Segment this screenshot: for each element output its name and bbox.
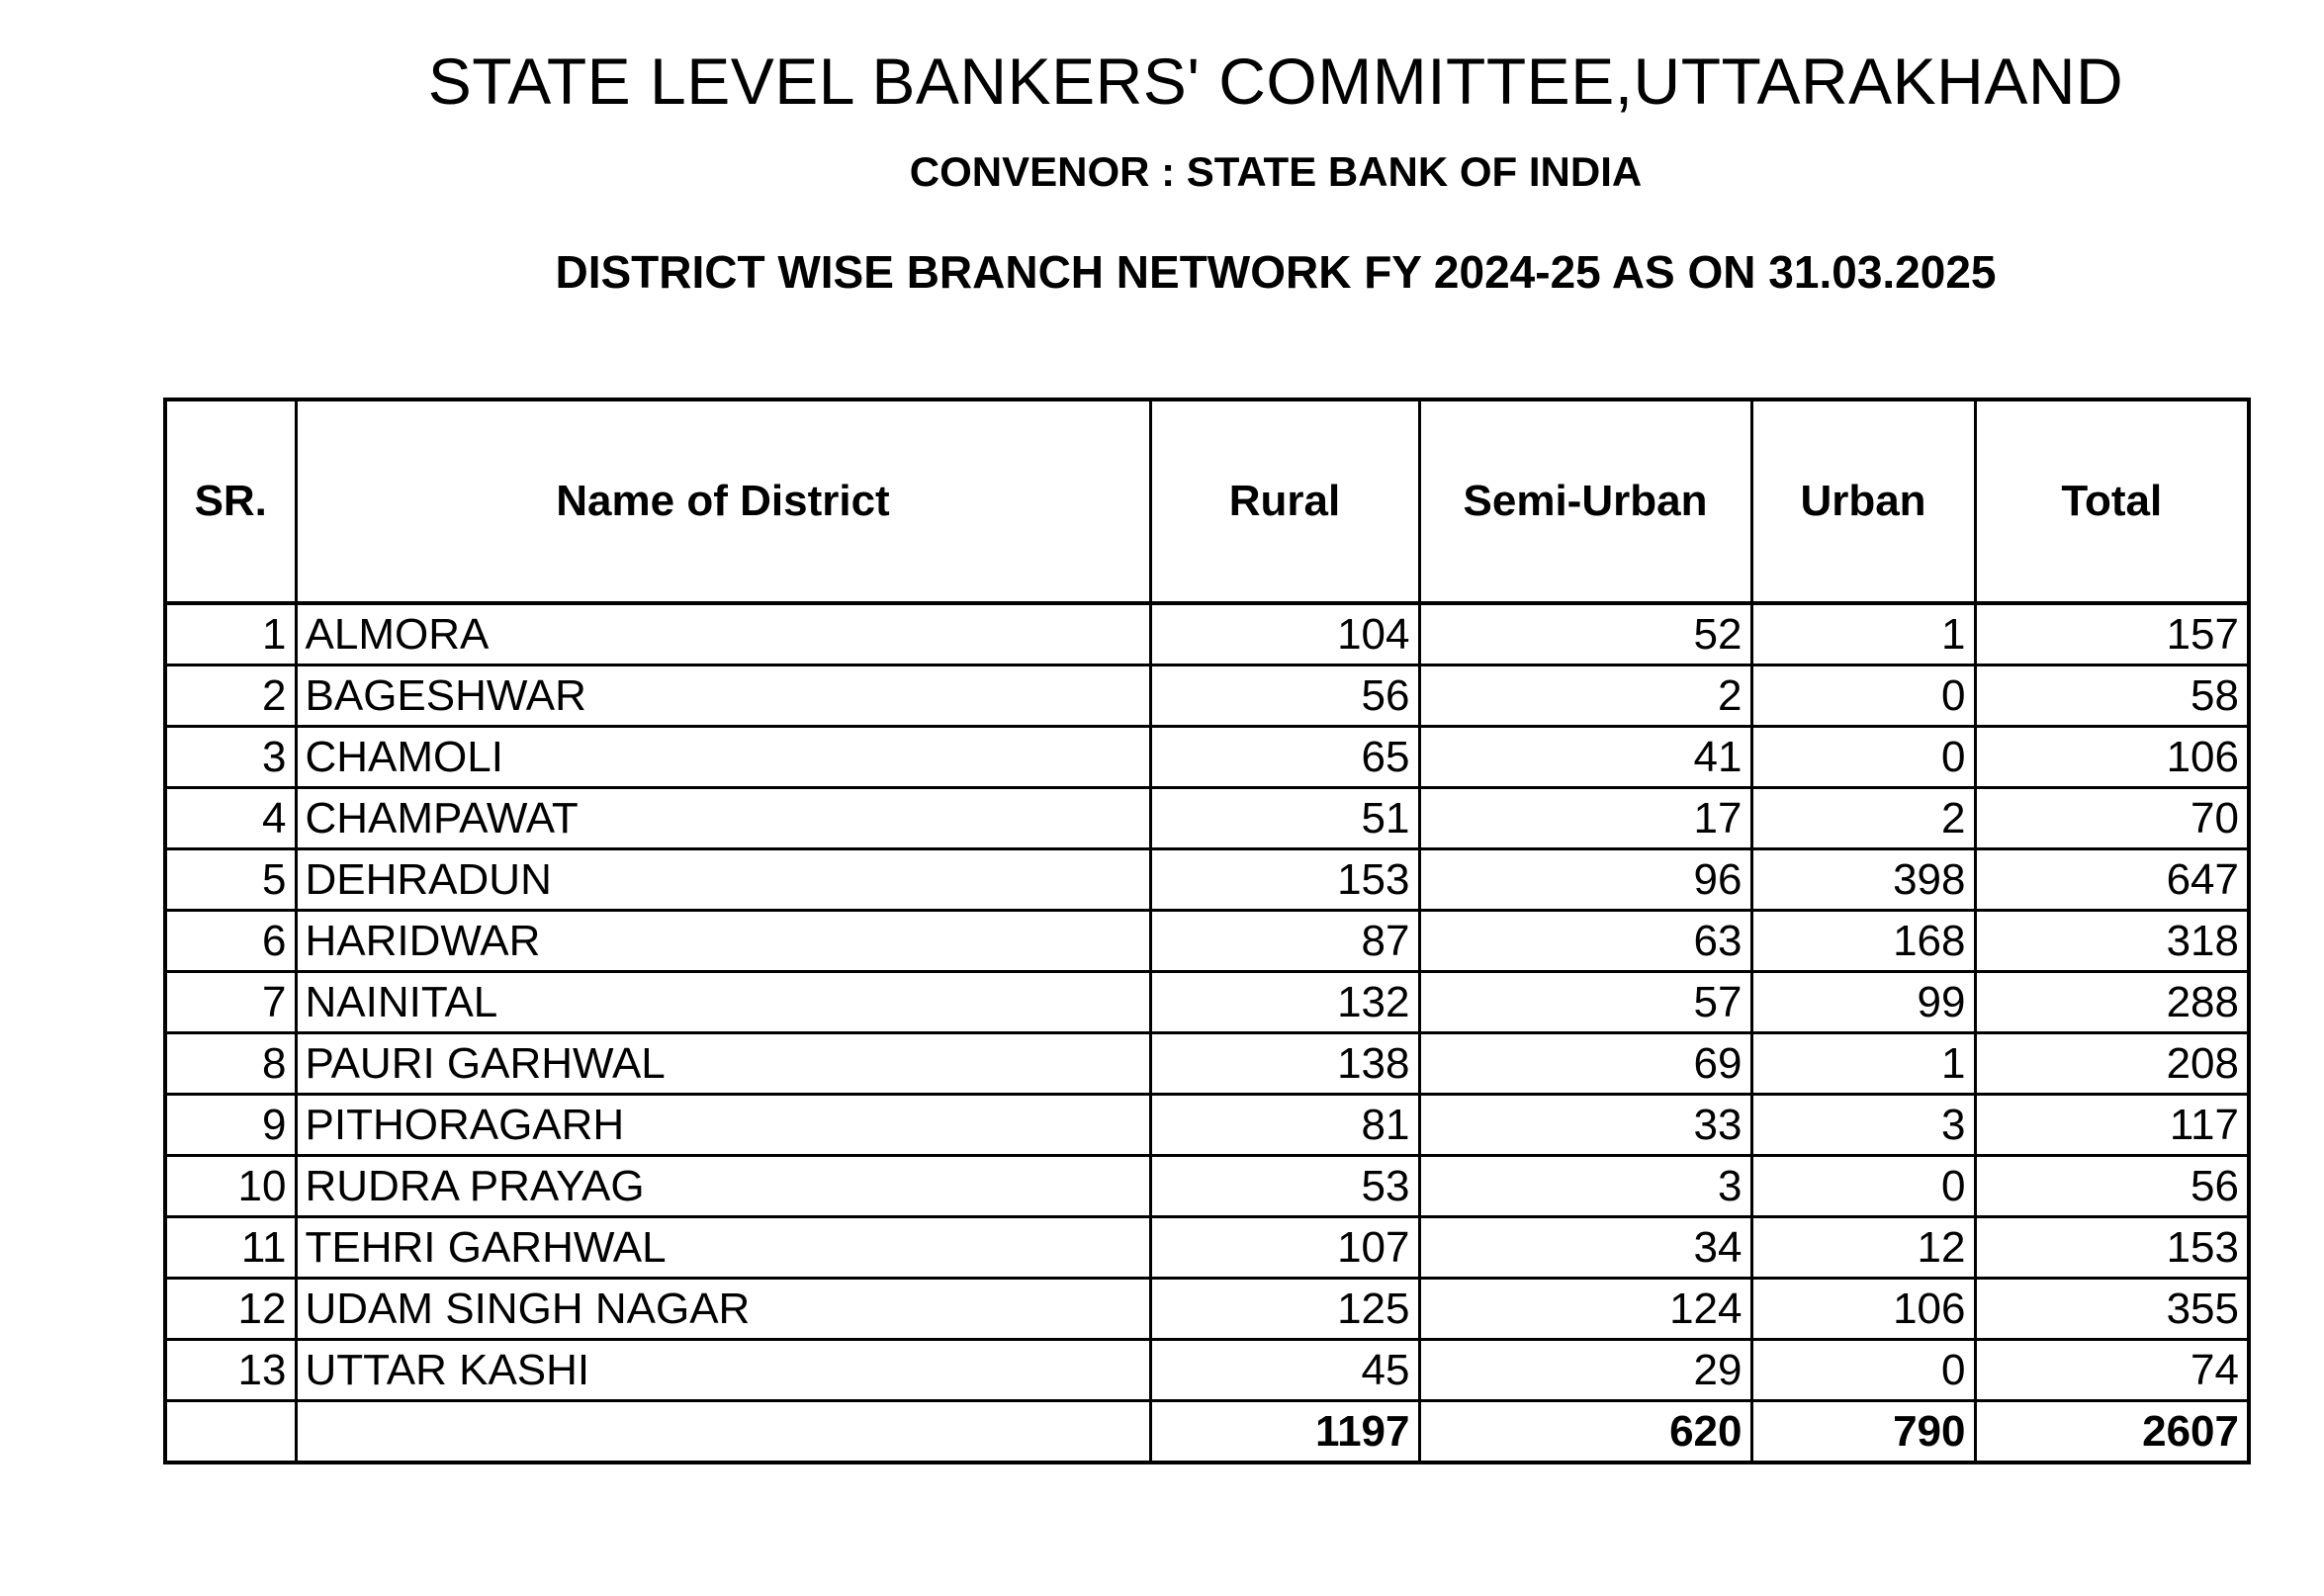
cell-rural: 138 xyxy=(1150,1033,1419,1095)
table-row xyxy=(165,1279,2249,1340)
cell-rural: 125 xyxy=(1150,1279,1419,1340)
cell-total: 70 xyxy=(1975,788,2249,849)
cell-urban: 2 xyxy=(1751,788,1975,849)
cell-sr: 3 xyxy=(165,727,296,788)
cell-semi-urban: 124 xyxy=(1419,1279,1751,1340)
column-header-urban: Urban xyxy=(1751,399,1975,603)
cell-total: 153 xyxy=(1975,1217,2249,1279)
cell-urban: 12 xyxy=(1751,1217,1975,1279)
totals-rural: 1197 xyxy=(1150,1401,1419,1463)
table-row xyxy=(165,1095,2249,1156)
cell-district: DEHRADUN xyxy=(296,849,1150,911)
cell-semi-urban: 2 xyxy=(1419,665,1751,727)
cell-semi-urban: 52 xyxy=(1419,603,1751,665)
cell-district: NAINITAL xyxy=(296,972,1150,1033)
cell-district: UDAM SINGH NAGAR xyxy=(296,1279,1150,1340)
table-row xyxy=(165,1156,2249,1217)
cell-total: 288 xyxy=(1975,972,2249,1033)
cell-urban: 398 xyxy=(1751,849,1975,911)
cell-urban: 0 xyxy=(1751,1340,1975,1401)
table-row xyxy=(165,911,2249,972)
cell-rural: 107 xyxy=(1150,1217,1419,1279)
column-header-total: Total xyxy=(1975,399,2249,603)
totals-district xyxy=(296,1401,1150,1463)
cell-sr: 6 xyxy=(165,911,296,972)
table-row xyxy=(165,849,2249,911)
cell-total: 74 xyxy=(1975,1340,2249,1401)
cell-rural: 65 xyxy=(1150,727,1419,788)
header-row xyxy=(165,399,2249,603)
cell-sr: 11 xyxy=(165,1217,296,1279)
cell-semi-urban: 33 xyxy=(1419,1095,1751,1156)
cell-district: CHAMOLI xyxy=(296,727,1150,788)
cell-total: 157 xyxy=(1975,603,2249,665)
report-title: DISTRICT WISE BRANCH NETWORK FY 2024-25 AS ON 31.03.2025 xyxy=(555,246,1997,298)
cell-district: CHAMPAWAT xyxy=(296,788,1150,849)
cell-district: PAURI GARHWAL xyxy=(296,1033,1150,1095)
document-title: STATE LEVEL BANKERS' COMMITTEE,UTTARAKHAND xyxy=(427,44,2124,118)
cell-sr: 2 xyxy=(165,665,296,727)
column-header-district: Name of District xyxy=(296,399,1150,603)
table-header xyxy=(165,399,2249,603)
cell-district: PITHORAGARH xyxy=(296,1095,1150,1156)
table-body xyxy=(165,603,2249,1463)
totals-urban: 790 xyxy=(1751,1401,1975,1463)
cell-urban: 0 xyxy=(1751,1156,1975,1217)
cell-district: TEHRI GARHWAL xyxy=(296,1217,1150,1279)
cell-urban: 168 xyxy=(1751,911,1975,972)
cell-total: 647 xyxy=(1975,849,2249,911)
totals-semi-urban: 620 xyxy=(1419,1401,1751,1463)
cell-semi-urban: 69 xyxy=(1419,1033,1751,1095)
totals-total: 2607 xyxy=(1975,1401,2249,1463)
cell-sr: 4 xyxy=(165,788,296,849)
cell-urban: 3 xyxy=(1751,1095,1975,1156)
cell-sr: 8 xyxy=(165,1033,296,1095)
cell-total: 56 xyxy=(1975,1156,2249,1217)
cell-total: 208 xyxy=(1975,1033,2249,1095)
cell-rural: 81 xyxy=(1150,1095,1419,1156)
cell-total: 106 xyxy=(1975,727,2249,788)
cell-district: RUDRA PRAYAG xyxy=(296,1156,1150,1217)
cell-rural: 51 xyxy=(1150,788,1419,849)
cell-district: HARIDWAR xyxy=(296,911,1150,972)
cell-rural: 104 xyxy=(1150,603,1419,665)
table-row xyxy=(165,788,2249,849)
cell-urban: 99 xyxy=(1751,972,1975,1033)
cell-semi-urban: 96 xyxy=(1419,849,1751,911)
column-header-semi-urban: Semi-Urban xyxy=(1419,399,1751,603)
cell-sr: 7 xyxy=(165,972,296,1033)
branch-network-table xyxy=(163,398,2251,1464)
table-row xyxy=(165,972,2249,1033)
cell-semi-urban: 29 xyxy=(1419,1340,1751,1401)
cell-urban: 0 xyxy=(1751,665,1975,727)
cell-semi-urban: 57 xyxy=(1419,972,1751,1033)
totals-row xyxy=(165,1401,2249,1463)
cell-urban: 0 xyxy=(1751,727,1975,788)
cell-district: UTTAR KASHI xyxy=(296,1340,1150,1401)
table-row xyxy=(165,665,2249,727)
table-row xyxy=(165,1340,2249,1401)
cell-total: 355 xyxy=(1975,1279,2249,1340)
column-header-sr: SR. xyxy=(165,399,296,603)
cell-rural: 53 xyxy=(1150,1156,1419,1217)
cell-rural: 132 xyxy=(1150,972,1419,1033)
cell-urban: 1 xyxy=(1751,1033,1975,1095)
cell-urban: 1 xyxy=(1751,603,1975,665)
cell-rural: 56 xyxy=(1150,665,1419,727)
cell-sr: 5 xyxy=(165,849,296,911)
cell-semi-urban: 41 xyxy=(1419,727,1751,788)
table-row xyxy=(165,1033,2249,1095)
cell-total: 58 xyxy=(1975,665,2249,727)
cell-sr: 12 xyxy=(165,1279,296,1340)
table-row xyxy=(165,1217,2249,1279)
totals-sr xyxy=(165,1401,296,1463)
cell-sr: 10 xyxy=(165,1156,296,1217)
cell-semi-urban: 63 xyxy=(1419,911,1751,972)
cell-rural: 153 xyxy=(1150,849,1419,911)
cell-total: 318 xyxy=(1975,911,2249,972)
cell-urban: 106 xyxy=(1751,1279,1975,1340)
cell-sr: 13 xyxy=(165,1340,296,1401)
cell-sr: 9 xyxy=(165,1095,296,1156)
cell-total: 117 xyxy=(1975,1095,2249,1156)
cell-semi-urban: 17 xyxy=(1419,788,1751,849)
cell-semi-urban: 3 xyxy=(1419,1156,1751,1217)
cell-semi-urban: 34 xyxy=(1419,1217,1751,1279)
cell-district: BAGESHWAR xyxy=(296,665,1150,727)
table-row xyxy=(165,603,2249,665)
cell-sr: 1 xyxy=(165,603,296,665)
cell-district: ALMORA xyxy=(296,603,1150,665)
cell-rural: 87 xyxy=(1150,911,1419,972)
table-row xyxy=(165,727,2249,788)
cell-rural: 45 xyxy=(1150,1340,1419,1401)
convenor-subtitle: CONVENOR : STATE BANK OF INDIA xyxy=(909,148,1643,195)
column-header-rural: Rural xyxy=(1150,399,1419,603)
